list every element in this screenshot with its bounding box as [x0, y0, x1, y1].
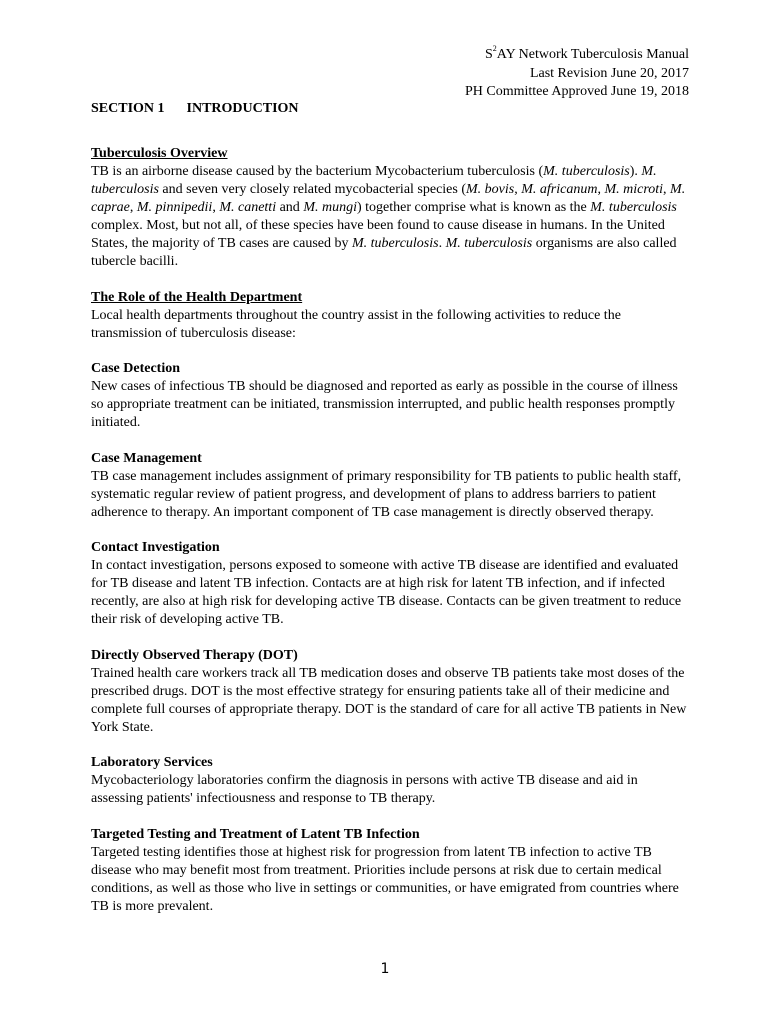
manual-title-prefix: S	[484, 47, 493, 62]
contact-investigation-text: In contact investigation, persons exposed to someone with active TB disease are identified and evaluated for TB disease and latent TB infection. Contacts are at high risk for latent TB infection, and if infected recently, are also at high risk for developing active TB disease. Contacts can be given treatment to reduce their risk of developing active TB.	[91, 558, 682, 627]
health-department-text: Local health departments throughout the country assist in the following activities to reduce the transmission of tuberculosis disease:	[91, 307, 621, 341]
section-title	[91, 100, 299, 118]
manual-title	[465, 46, 689, 65]
section-number: SECTION 1	[91, 101, 165, 116]
document-body	[91, 145, 691, 933]
committee-approval: PH Committee Approved June 19, 2018	[465, 84, 689, 99]
section-name: INTRODUCTION	[186, 101, 299, 116]
tb-overview-block	[91, 145, 691, 271]
case-detection-heading: Case Detection	[91, 361, 181, 376]
laboratory-services-block	[91, 754, 691, 808]
health-department-heading: The Role of the Health Department	[91, 289, 303, 305]
contact-investigation-block	[91, 539, 691, 629]
targeted-testing-block	[91, 826, 691, 916]
case-management-block	[91, 450, 691, 522]
laboratory-services-heading: Laboratory Services	[91, 755, 213, 770]
case-detection-text: New cases of infectious TB should be diagnosed and reported as early as possible in the course of illness so appropriate treatment can be initiated, transmission interrupted, and public health responses promptly initiated.	[91, 379, 678, 430]
dot-heading: Directly Observed Therapy (DOT)	[91, 647, 298, 663]
contact-investigation-heading: Contact Investigation	[91, 540, 220, 555]
last-revision: Last Revision June 20, 2017	[529, 65, 689, 81]
laboratory-services-text: Mycobacteriology laboratories confirm the diagnosis in persons with active TB disease and aid in assessing patients' infectiousness and response to TB therapy.	[91, 773, 638, 806]
dot-block	[91, 647, 691, 737]
targeted-testing-heading: Targeted Testing and Treatment of Latent TB Infection	[91, 826, 420, 842]
case-management-text: TB case management includes assignment of primary responsibility for TB patients to public health staff, systematic regular review of patient progress, and development of plans to address barriers to patient adherence to therapy. An important component of TB case management is directly observed therapy.	[91, 468, 682, 520]
tb-overview-heading: Tuberculosis Overview	[91, 146, 228, 161]
tb-overview-text: TB is an airborne disease caused by the bacterium Mycobacterium tuberculosis (M. tuberculosis). M. tuberculosis and seven very closely related mycobacterial species (M. bovis, M. africanum, M. microti, M. caprae, M. pinnipedii, M. canetti and M. mungi) together comprise what is known as the M. tuberculosis complex. Most, but not all, of these species have been found to cause disease in humans. In the United States, the majority of TB cases are caused by M. tuberculosis. M. tuberculosis organisms are also called tubercle bacilli.	[91, 164, 686, 269]
page-number: 1	[380, 961, 390, 977]
case-detection-block	[91, 360, 691, 432]
manual-title-suffix: AY Network Tuberculosis Manual	[496, 47, 689, 62]
targeted-testing-text: Targeted testing identifies those at highest risk for progression from latent TB infection to active TB disease who may benefit most from treatment. Priorities include persons at risk due to certain medical conditions, as well as those who live in settings or communities, or have emigrated from countries where TB is more prevalent.	[91, 844, 679, 914]
manual-title-superscript: 2	[492, 44, 497, 54]
page-header	[465, 46, 689, 102]
case-management-heading: Case Management	[91, 450, 202, 466]
health-department-block	[91, 289, 691, 343]
dot-text: Trained health care workers track all TB medication doses and observe TB patients take most doses of the prescribed drugs. DOT is the most effective strategy for ensuring patients take all of their medicine and complete full courses of appropriate therapy. DOT is the standard of care for all active TB patients in New York State.	[91, 665, 687, 735]
